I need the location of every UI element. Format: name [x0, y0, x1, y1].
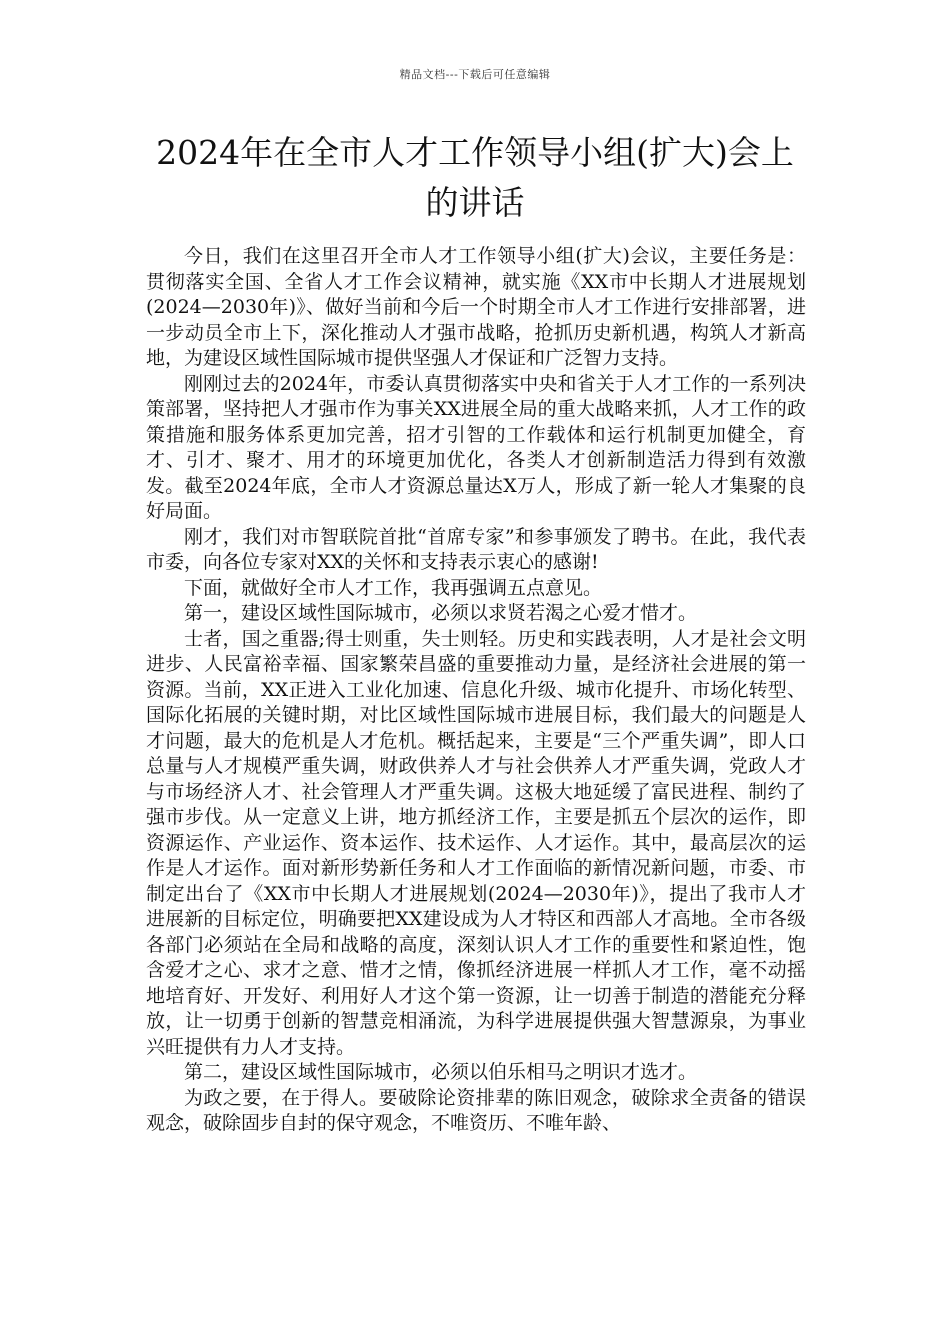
document-body [146, 244, 806, 1137]
document-title: 2024年在全市人才工作领导小组(扩大)会上的讲话 [156, 133, 794, 222]
paragraph: 士者，国之重器;得士则重，失士则轻。历史和实践表明，人才是社会文明进步、人民富裕幸福、国家繁荣昌盛的重要推动力量，是经济社会进展的第一资源。当前，XX正进入工业化加速、信息化升级、城市化提升、市场化转型、国际化拓展的关键时期，对比区域性国际城市进展目标，我们最大的问题是人才问题，最大的危机是人才危机。概括起来，主要是“三个严重失调”，即人口总量与人才规模严重失调，财政供养人才与社会供养人才严重失调，党政人才与市场经济人才、社会管理人才严重失调。这极大地延缓了富民进程、制约了强市步伐。从一定意义上讲，地方抓经济工作，主要是抓五个层次的运作，即资源运作、产业运作、资本运作、技术运作、人才运作。其中，最高层次的运作是人才运作。面对新形势新任务和人才工作面临的新情况新问题，市委、市制定出台了《XX市中长期人才进展规划(2024—2030年)》，提出了我市人才进展新的目标定位，明确要把XX建设成为人才特区和西部人才高地。全市各级各部门必须站在全局和战略的高度，深刻认识人才工作的重要性和紧迫性，饱含爱才之心、求才之意、惜才之情，像抓经济进展一样抓人才工作，毫不动摇地培育好、开发好、利用好人才这个第一资源，让一切善于制造的潜能充分释放，让一切勇于创新的智慧竞相涌流，为科学进展提供强大智慧源泉，为事业兴旺提供有力人才支持。 [146, 627, 806, 1058]
paragraph: 刚才，我们对市智联院首批“首席专家”和参事颁发了聘书。在此，我代表市委，向各位专家对XX的关怀和支持表示衷心的感谢! [146, 525, 806, 573]
paragraph: 下面，就做好全市人才工作，我再强调五点意见。 [184, 576, 603, 599]
paragraph: 为政之要，在于得人。要破除论资排辈的陈旧观念，破除求全责备的错误观念，破除固步自封的保守观念，不唯资历、不唯年龄、 [146, 1086, 806, 1134]
section-heading: 第一，建设区域性国际城市，必须以求贤若渴之心爱才惜才。 [184, 602, 698, 624]
paragraph: 刚刚过去的2024年，市委认真贯彻落实中央和省关于人才工作的一系列决策部署，坚持把人才强市作为事关XX进展全局的重大战略来抓，人才工作的政策措施和服务体系更加完善，招才引智的工作载体和运行机制更加健全，育才、引才、聚才、用才的环境更加优化，各类人才创新制造活力得到有效激发。截至2024年底，全市人才资源总量达X万人，形成了新一轮人才集聚的良好局面。 [146, 372, 806, 522]
page-header-note: 精品文档---下载后可任意编辑 [399, 68, 551, 81]
section-heading: 第二，建设区域性国际城市，必须以伯乐相马之明识才选才。 [184, 1061, 698, 1083]
paragraph: 今日，我们在这里召开全市人才工作领导小组(扩大)会议，主要任务是：贯彻落实全国、全省人才工作会议精神，就实施《XX市中长期人才进展规划(2024—2030年)》、做好当前和今后一个时期全市人才工作进行安排部署，进一步动员全市上下，深化推动人才强市战略，抢抓历史新机遇，构筑人才新高地，为建设区域性国际城市提供坚强人才保证和广泛智力支持。 [146, 245, 806, 369]
